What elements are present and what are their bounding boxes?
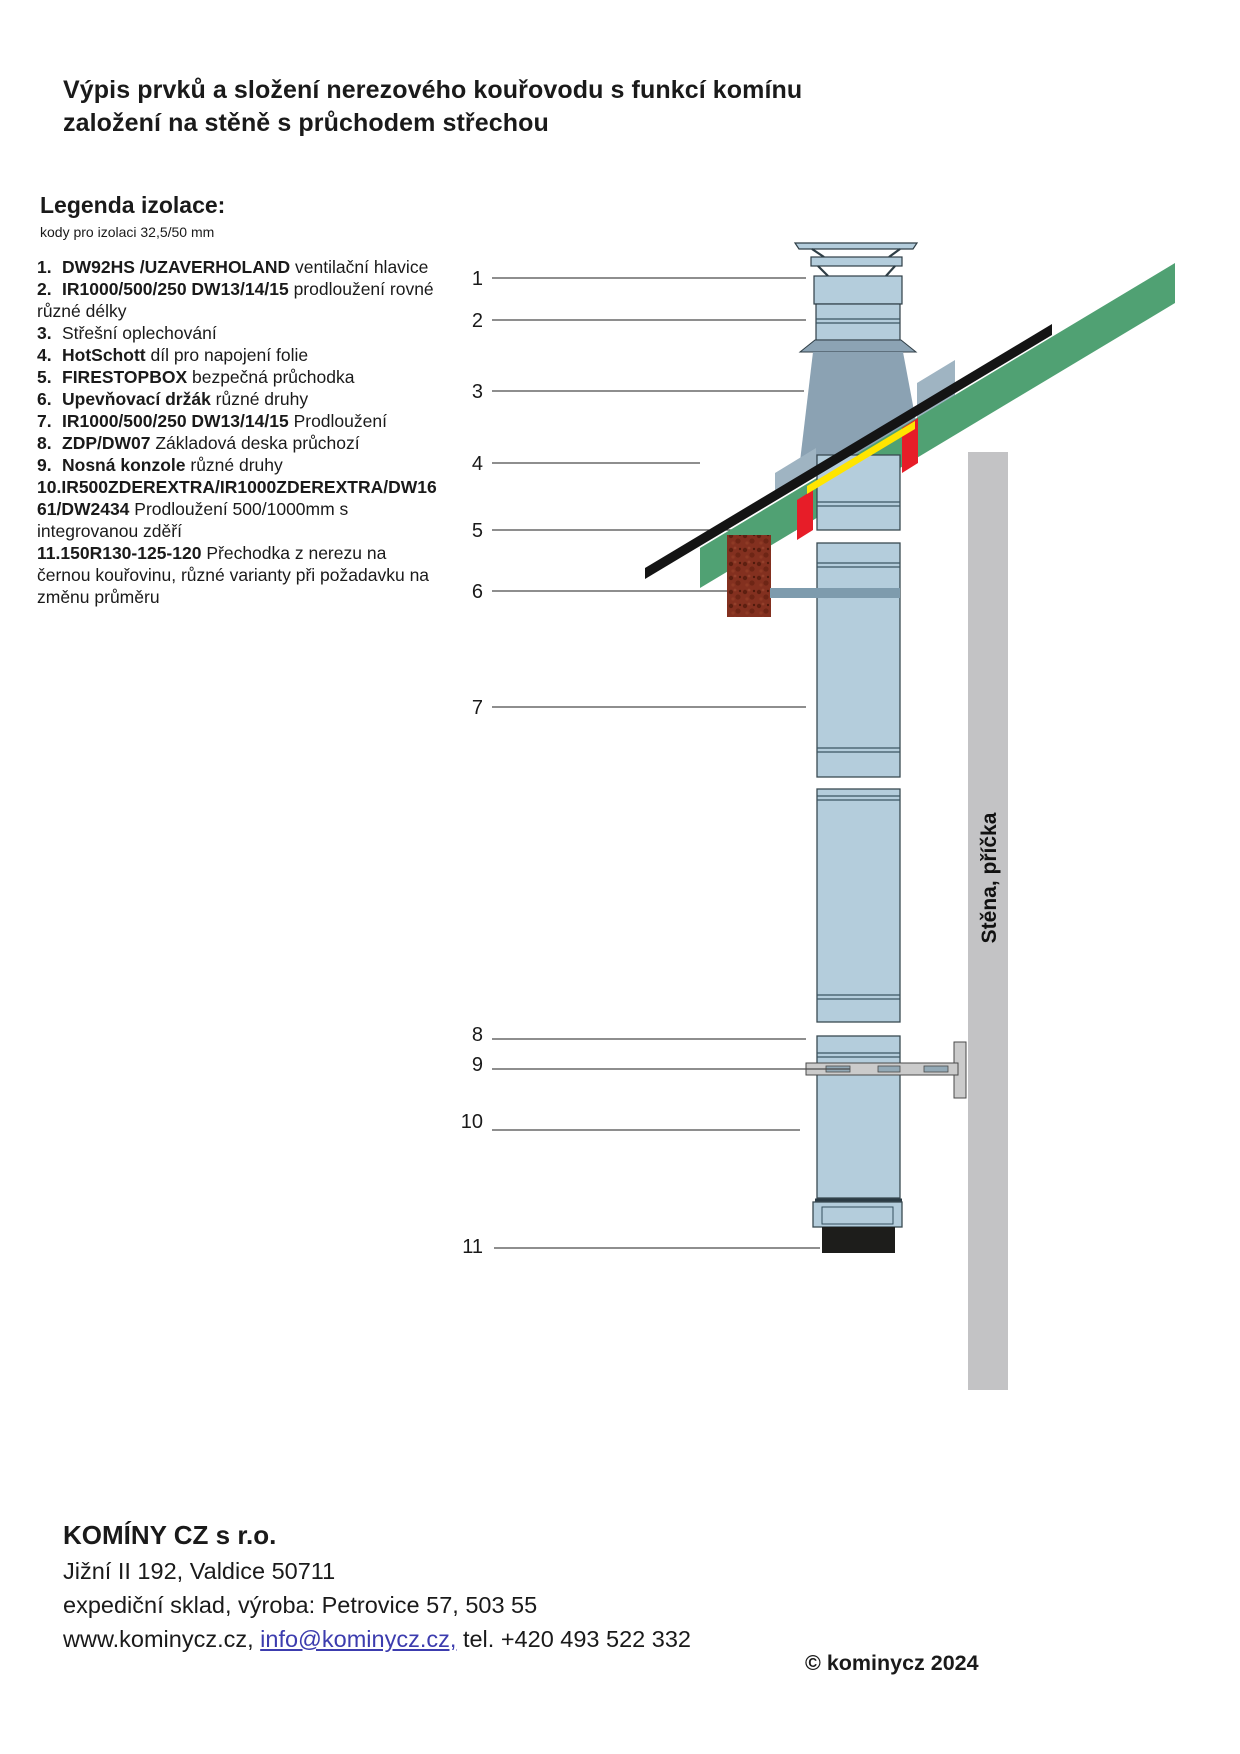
callout-11: 11	[462, 1236, 483, 1258]
footer-web: www.kominycz.cz,	[63, 1626, 261, 1652]
vent-head-top-plate	[795, 243, 917, 249]
callout-9: 9	[471, 1054, 483, 1076]
vent-head-strut	[818, 266, 828, 276]
page-title-line2: založení na stěně s průchodem střechou	[63, 109, 549, 137]
list-item-4: 4. HotSchott díl pro napojení folie	[37, 345, 309, 365]
footer	[63, 1516, 691, 1656]
callout-7: 7	[471, 697, 483, 719]
console-slot	[878, 1066, 900, 1072]
list-item-9: 9. Nosná konzole různé druhy	[37, 455, 283, 475]
ventilation-head	[795, 243, 917, 340]
flue-pipe-sections	[813, 455, 902, 1227]
leader-lines	[492, 278, 820, 1248]
pipe-section	[817, 543, 900, 777]
list-item-5: 5. FIRESTOPBOX bezpečná průchodka	[37, 367, 355, 387]
copyright-notice: © kominycz 2024	[805, 1651, 979, 1675]
callout-6: 6	[471, 581, 483, 603]
base-plate-section	[817, 1036, 900, 1198]
footer-address-line: Jižní II 192, Valdice 50711	[63, 1558, 336, 1584]
upper-extension-pipe	[816, 304, 900, 340]
footer-contact-line	[63, 1622, 691, 1656]
roof-deck	[700, 263, 1175, 588]
vent-head-ring	[811, 257, 902, 266]
legend-subheading: kody pro izolaci 32,5/50 mm	[40, 224, 215, 240]
footer-phone: tel. +420 493 522 332	[456, 1626, 691, 1652]
list-item-7: 7. IR1000/500/250 DW13/14/15 Prodloužení	[37, 411, 387, 431]
email-link[interactable]: info@kominycz.cz,	[260, 1626, 457, 1652]
callout-1: 1	[471, 268, 483, 290]
vent-head-strut	[886, 266, 895, 276]
vent-head-body	[814, 276, 902, 304]
list-item-8: 8. ZDP/DW07 Základová deska průchozí	[37, 433, 360, 453]
brick-block	[727, 535, 771, 617]
callout-2: 2	[471, 310, 483, 332]
pipe-section	[817, 789, 900, 1022]
wall-label: Stěna, příčka	[978, 812, 1001, 944]
bottom-cap	[822, 1227, 895, 1253]
transition-collar	[813, 1202, 902, 1227]
vent-head-strut	[889, 249, 900, 257]
legend-heading: Legenda izolace:	[40, 192, 226, 218]
list-item-2: 2. IR1000/500/250 DW13/14/15 prodloužení rovné různé délky	[37, 279, 434, 321]
callout-3: 3	[471, 381, 483, 403]
page-title-line1: Výpis prvků a složení nerezového kouřovodu s funkcí komínu	[63, 76, 803, 104]
footer-address-line2: expediční sklad, výroba: Petrovice 57, 503 55	[63, 1592, 538, 1618]
component-list	[37, 256, 441, 608]
callout-8: 8	[471, 1024, 483, 1046]
callout-10: 10	[460, 1111, 483, 1133]
callout-5: 5	[471, 520, 483, 542]
vent-head-strut	[812, 249, 824, 257]
console-slot	[924, 1066, 948, 1072]
callout-4: 4	[471, 453, 483, 475]
list-item-6: 6. Upevňovací držák různé druhy	[37, 389, 309, 409]
list-item-11: 11.150R130-125-120 Přechodka z nerezu na černou kouřovinu, různé varianty při požadavku na změnu průměru	[37, 543, 430, 607]
fixing-bracket	[770, 588, 900, 598]
page-title	[63, 74, 802, 140]
company-name: KOMÍNY CZ s r.o.	[63, 1520, 277, 1550]
list-item-1: 1. DW92HS /UZAVERHOLAND ventilační hlavice	[37, 257, 429, 277]
list-item-10: 10.IR500ZDEREXTRA/IR1000ZDEREXTRA/DW1661/DW2434 Prodloužení 500/1000mm s integrovanou zděří	[37, 477, 437, 541]
list-item-3: 3. Střešní oplechování	[37, 323, 217, 343]
storm-collar	[800, 340, 916, 352]
callout-numbers	[461, 268, 483, 1258]
